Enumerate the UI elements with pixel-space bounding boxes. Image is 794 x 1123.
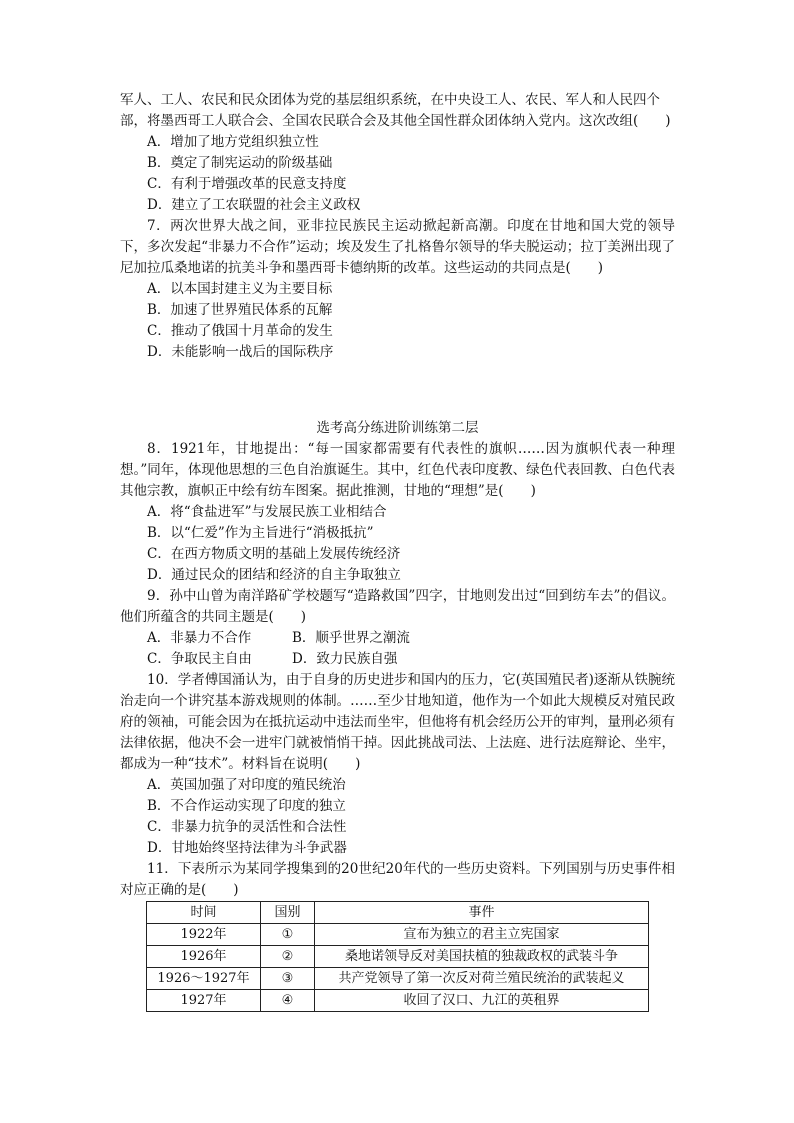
cell-time: 1926～1927年 bbox=[147, 968, 261, 990]
q9-options-row-1 bbox=[147, 628, 675, 649]
table-row bbox=[147, 946, 649, 968]
q9-option-b: B．顺乎世界之潮流 bbox=[292, 630, 410, 646]
cell-country: ④ bbox=[261, 990, 315, 1012]
q6-option-a: A．增加了地方党组织独立性 bbox=[147, 134, 319, 150]
q8-stem: 8．1921年，甘地提出：“每一国家都需要有代表性的旗帜……因为旗帜代表一种理想。”同年，体现他思想的三色自治旗诞生。其中，红色代表印度教、绿色代表回教、白色代表其他宗教，旗帜正中绘有纺车图案。据此推测，甘地的“理想”是( ) bbox=[120, 441, 675, 499]
q10-option-b: B．不合作运动实现了印度的独立 bbox=[147, 798, 346, 814]
exam-page bbox=[120, 90, 675, 1012]
table-row bbox=[147, 990, 649, 1012]
q8-option-d: D．通过民众的团结和经济的自主争取独立 bbox=[147, 567, 401, 583]
q10-option-c: C．非暴力抗争的灵活性和合法性 bbox=[147, 819, 347, 835]
q6-option-d: D．建立了工农联盟的社会主义政权 bbox=[147, 197, 361, 213]
q8-option-c: C．在西方物质文明的基础上发展传统经济 bbox=[147, 546, 401, 562]
table-row bbox=[147, 968, 649, 990]
header-time: 时间 bbox=[147, 902, 261, 924]
header-country: 国别 bbox=[261, 902, 315, 924]
q10-option-a: A．英国加强了对印度的殖民统治 bbox=[147, 777, 346, 793]
section-title: 选考高分练进阶训练第二层 bbox=[316, 420, 479, 436]
q9-options-row-2 bbox=[147, 649, 675, 670]
q6-option-b: B．奠定了制宪运动的阶级基础 bbox=[147, 155, 333, 171]
cell-time: 1926年 bbox=[147, 946, 261, 968]
q8-option-b: B．以“仁爱”作为主旨进行“消极抵抗” bbox=[147, 525, 374, 541]
q8-option-a: A．将“食盐进军”与发展民族工业相结合 bbox=[147, 504, 387, 520]
q6-stem-line-2: 部，将墨西哥工人联合会、全国农民联合会及其他全国性群众团体纳入党内。这次改组( ) bbox=[120, 113, 671, 129]
q10-option-d: D．甘地始终坚持法律为斗争武器 bbox=[147, 840, 347, 856]
q9-option-d: D．致力民族自强 bbox=[292, 651, 398, 667]
cell-country: ① bbox=[261, 924, 315, 946]
table-header-row bbox=[147, 902, 649, 924]
cell-event: 共产党领导了第一次反对荷兰殖民统治的武装起义 bbox=[315, 968, 649, 990]
q6-option-c: C．有利于增强改革的民意支持度 bbox=[147, 176, 347, 192]
table-row bbox=[147, 924, 649, 946]
cell-time: 1922年 bbox=[147, 924, 261, 946]
q7-option-b: B．加速了世界殖民体系的瓦解 bbox=[147, 302, 333, 318]
q7-stem: 7．两次世界大战之间，亚非拉民族民主运动掀起新高潮。印度在甘地和国大党的领导下，多次发起“非暴力不合作”运动；埃及发生了扎格鲁尔领导的华夫脱运动；拉丁美洲出现了尼加拉瓜桑地诺的抗美斗争和墨西哥卡德纳斯的改革。这些运动的共同点是( ) bbox=[120, 218, 675, 276]
q11-stem: 11．下表所示为某同学搜集到的20世纪20年代的一些历史资料。下列国别与历史事件相对应正确的是( ) bbox=[120, 861, 675, 898]
q11-table bbox=[146, 901, 649, 1012]
cell-event: 桑地诺领导反对美国扶植的独裁政权的武装斗争 bbox=[315, 946, 649, 968]
q6-stem-line-1: 军人、工人、农民和民众团体为党的基层组织系统，在中央设工人、农民、军人和人民四个 bbox=[120, 92, 660, 108]
section-gap bbox=[120, 363, 675, 418]
q9-option-c: C．争取民主自由 bbox=[147, 651, 252, 667]
cell-event: 收回了汉口、九江的英租界 bbox=[315, 990, 649, 1012]
header-event: 事件 bbox=[315, 902, 649, 924]
cell-event: 宣布为独立的君主立宪国家 bbox=[315, 924, 649, 946]
cell-time: 1927年 bbox=[147, 990, 261, 1012]
q9-option-a: A．非暴力不合作 bbox=[147, 630, 252, 646]
cell-country: ② bbox=[261, 946, 315, 968]
q7-option-c: C．推动了俄国十月革命的发生 bbox=[147, 323, 333, 339]
q7-option-d: D．未能影响一战后的国际秩序 bbox=[147, 344, 334, 360]
q10-stem: 10．学者傅国涌认为，由于自身的历史进步和国内的压力，它(英国殖民者)逐渐从铁腕统治走向一个讲究基本游戏规则的体制。……至少甘地知道，他作为一个如此大规模反对殖民政府的领袖，可能会因为在抵抗运动中违法而坐牢，但他将有机会经历公开的审判，量刑必须有法律依据，他决不会一进牢门就被悄悄干掉。因此挑战司法、上法庭、进行法庭辩论、坐牢，都成为一种“技术”。材料旨在说明( ) bbox=[120, 672, 675, 772]
q9-stem: 9．孙中山曾为南洋路矿学校题写“造路救国”四字，甘地则发出过“回到纺车去”的倡议。他们所蕴含的共同主题是( ) bbox=[120, 588, 675, 625]
cell-country: ③ bbox=[261, 968, 315, 990]
q7-option-a: A．以本国封建主义为主要目标 bbox=[147, 281, 333, 297]
